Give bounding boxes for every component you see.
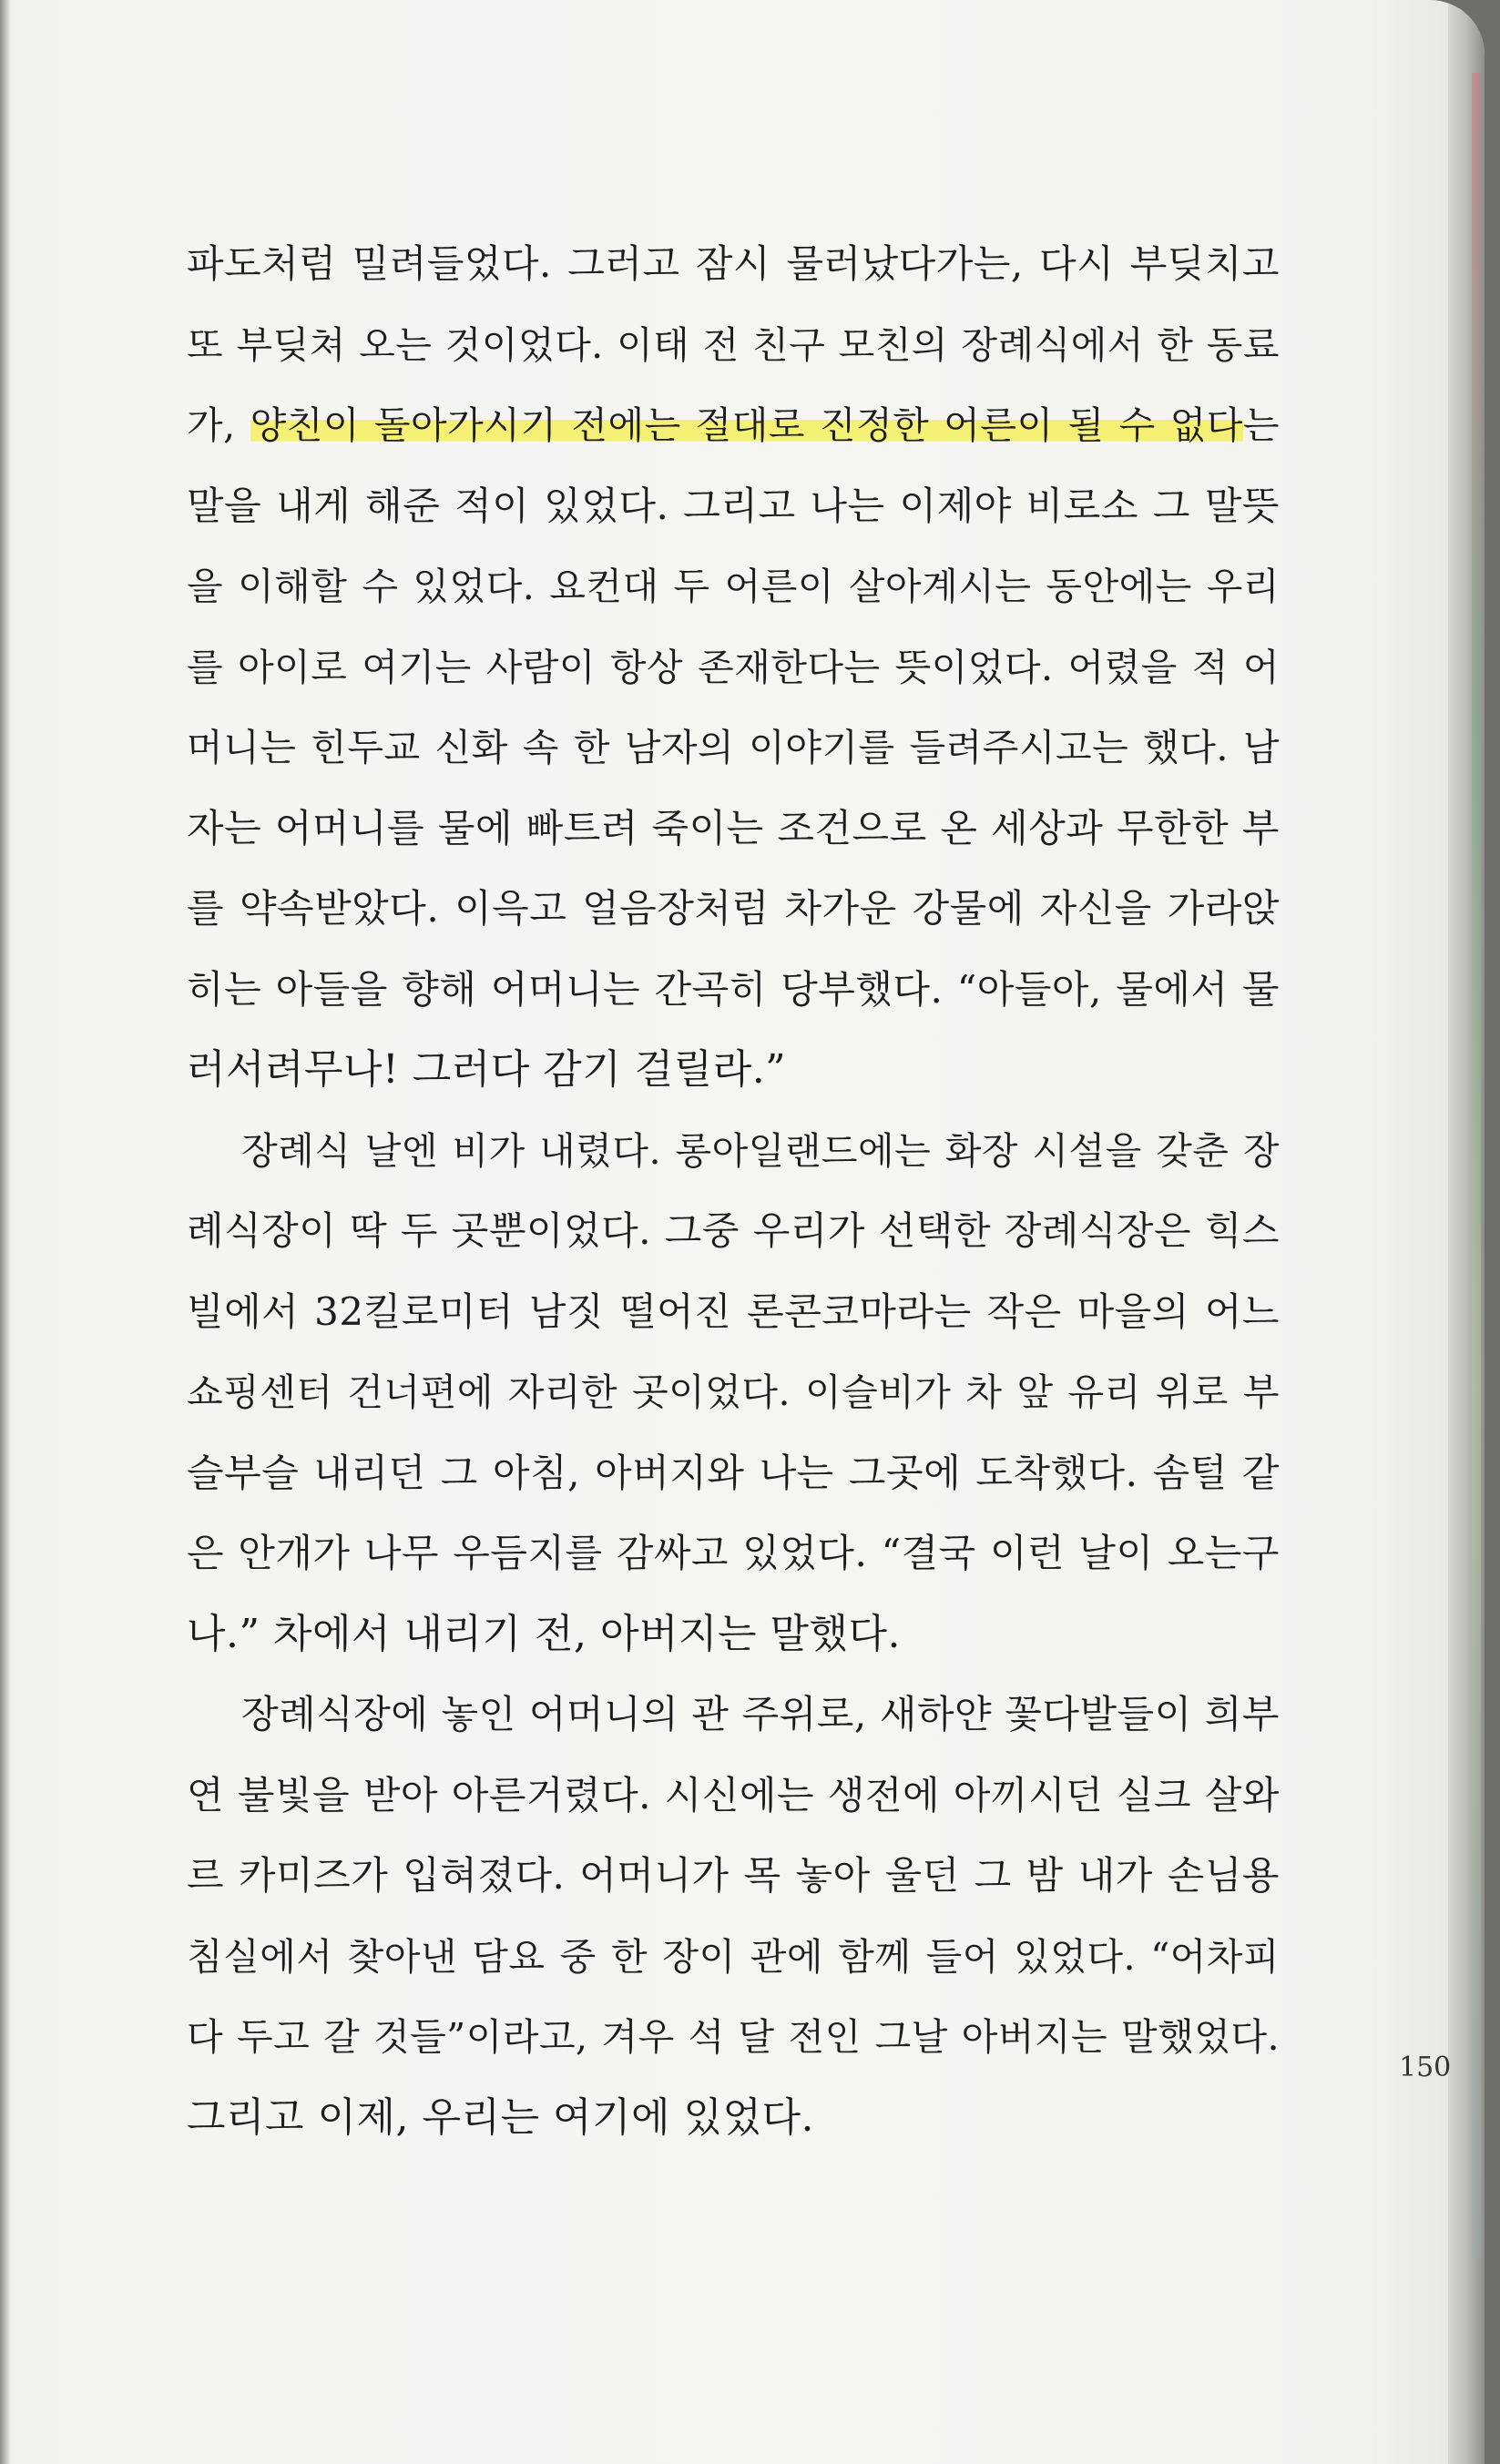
text-line: 르 카미즈가 입혀졌다. 어머니가 목 놓아 울던 그 밤 내가 손님용 — [187, 1853, 1280, 1898]
text-line: 파도처럼 밀려들었다. 그러고 잠시 물러났다가는, 다시 부딪치고 — [187, 241, 1280, 286]
text-line — [187, 385, 1280, 466]
text-line: 말을 내게 해준 적이 있었다. 그리고 나는 이제야 비로소 그 말뜻 — [187, 483, 1280, 528]
text-line: 은 안개가 나무 우듬지를 감싸고 있었다. “결국 이런 날이 오는구 — [187, 1531, 1280, 1575]
text-line: 침실에서 찾아낸 담요 중 한 장이 관에 함께 들어 있었다. “어차피 — [187, 1934, 1280, 1979]
text-line: 연 불빛을 받아 아른거렸다. 시신에는 생전에 아끼시던 실크 살와 — [187, 1772, 1280, 1817]
text-line: 러서려무나! 그러다 감기 걸릴라.” — [187, 1046, 787, 1093]
text-line: 다 두고 갈 것들”이라고, 겨우 석 달 전인 그날 아버지는 말했었다. — [187, 2015, 1280, 2059]
text-line: 을 이해할 수 있었다. 요컨대 두 어른이 살아계시는 동안에는 우리 — [187, 565, 1280, 608]
body-text — [187, 224, 1280, 2158]
text-line: 그리고 이제, 우리는 여기에 있었다. — [187, 2093, 814, 2141]
text-line: 또 부딪쳐 오는 것이었다. 이태 전 친구 모친의 장례식에서 한 동료 — [187, 322, 1280, 367]
page-number: 150 — [1399, 2052, 1452, 2083]
text-line: 쇼핑센터 건너편에 자리한 곳이었다. 이슬비가 차 앞 유리 위로 부 — [187, 1370, 1280, 1414]
text-fragment: 는 — [1242, 403, 1280, 447]
text-line: 히는 아들을 향해 어머니는 간곡히 당부했다. “아들아, 물에서 물 — [187, 966, 1280, 1012]
text-line: 머니는 힌두교 신화 속 한 남자의 이야기를 들려주시고는 했다. 남 — [187, 726, 1280, 769]
text-line: 례식장이 딱 두 곳뿐이었다. 그중 우리가 선택한 장례식장은 힉스 — [187, 1208, 1280, 1253]
text-line: 슬부슬 내리던 그 아침, 아버지와 나는 그곳에 도착했다. 솜털 같 — [187, 1450, 1280, 1495]
text-line: 나.” 차에서 내리기 전, 아버지는 말했다. — [187, 1610, 901, 1657]
text-line: 장례식 날엔 비가 내렸다. 롱아일랜드에는 화장 시설을 갖춘 장 — [241, 1128, 1280, 1173]
text-fragment: 가, — [187, 403, 250, 447]
page-gutter-shadow — [0, 0, 11, 2464]
page-edge-colored-stack — [1472, 73, 1481, 2258]
text-line: 를 아이로 여기는 사람이 항상 존재한다는 뜻이었다. 어렸을 적 어 — [187, 645, 1280, 689]
text-line: 자는 어머니를 물에 빠트려 죽이는 조건으로 온 세상과 무한한 부 — [187, 805, 1280, 850]
text-line: 를 약속받았다. 이윽고 얼음장처럼 차가운 강물에 자신을 가라앉 — [187, 886, 1280, 931]
text-line: 장례식장에 놓인 어머니의 관 주위로, 새하얀 꽃다발들이 희부 — [241, 1692, 1280, 1736]
text-line: 빌에서 32킬로미터 남짓 떨어진 론콘코마라는 작은 마을의 어느 — [187, 1288, 1280, 1334]
highlighted-text: 양친이 돌아가시기 전에는 절대로 진정한 어른이 될 수 없다 — [250, 403, 1243, 447]
